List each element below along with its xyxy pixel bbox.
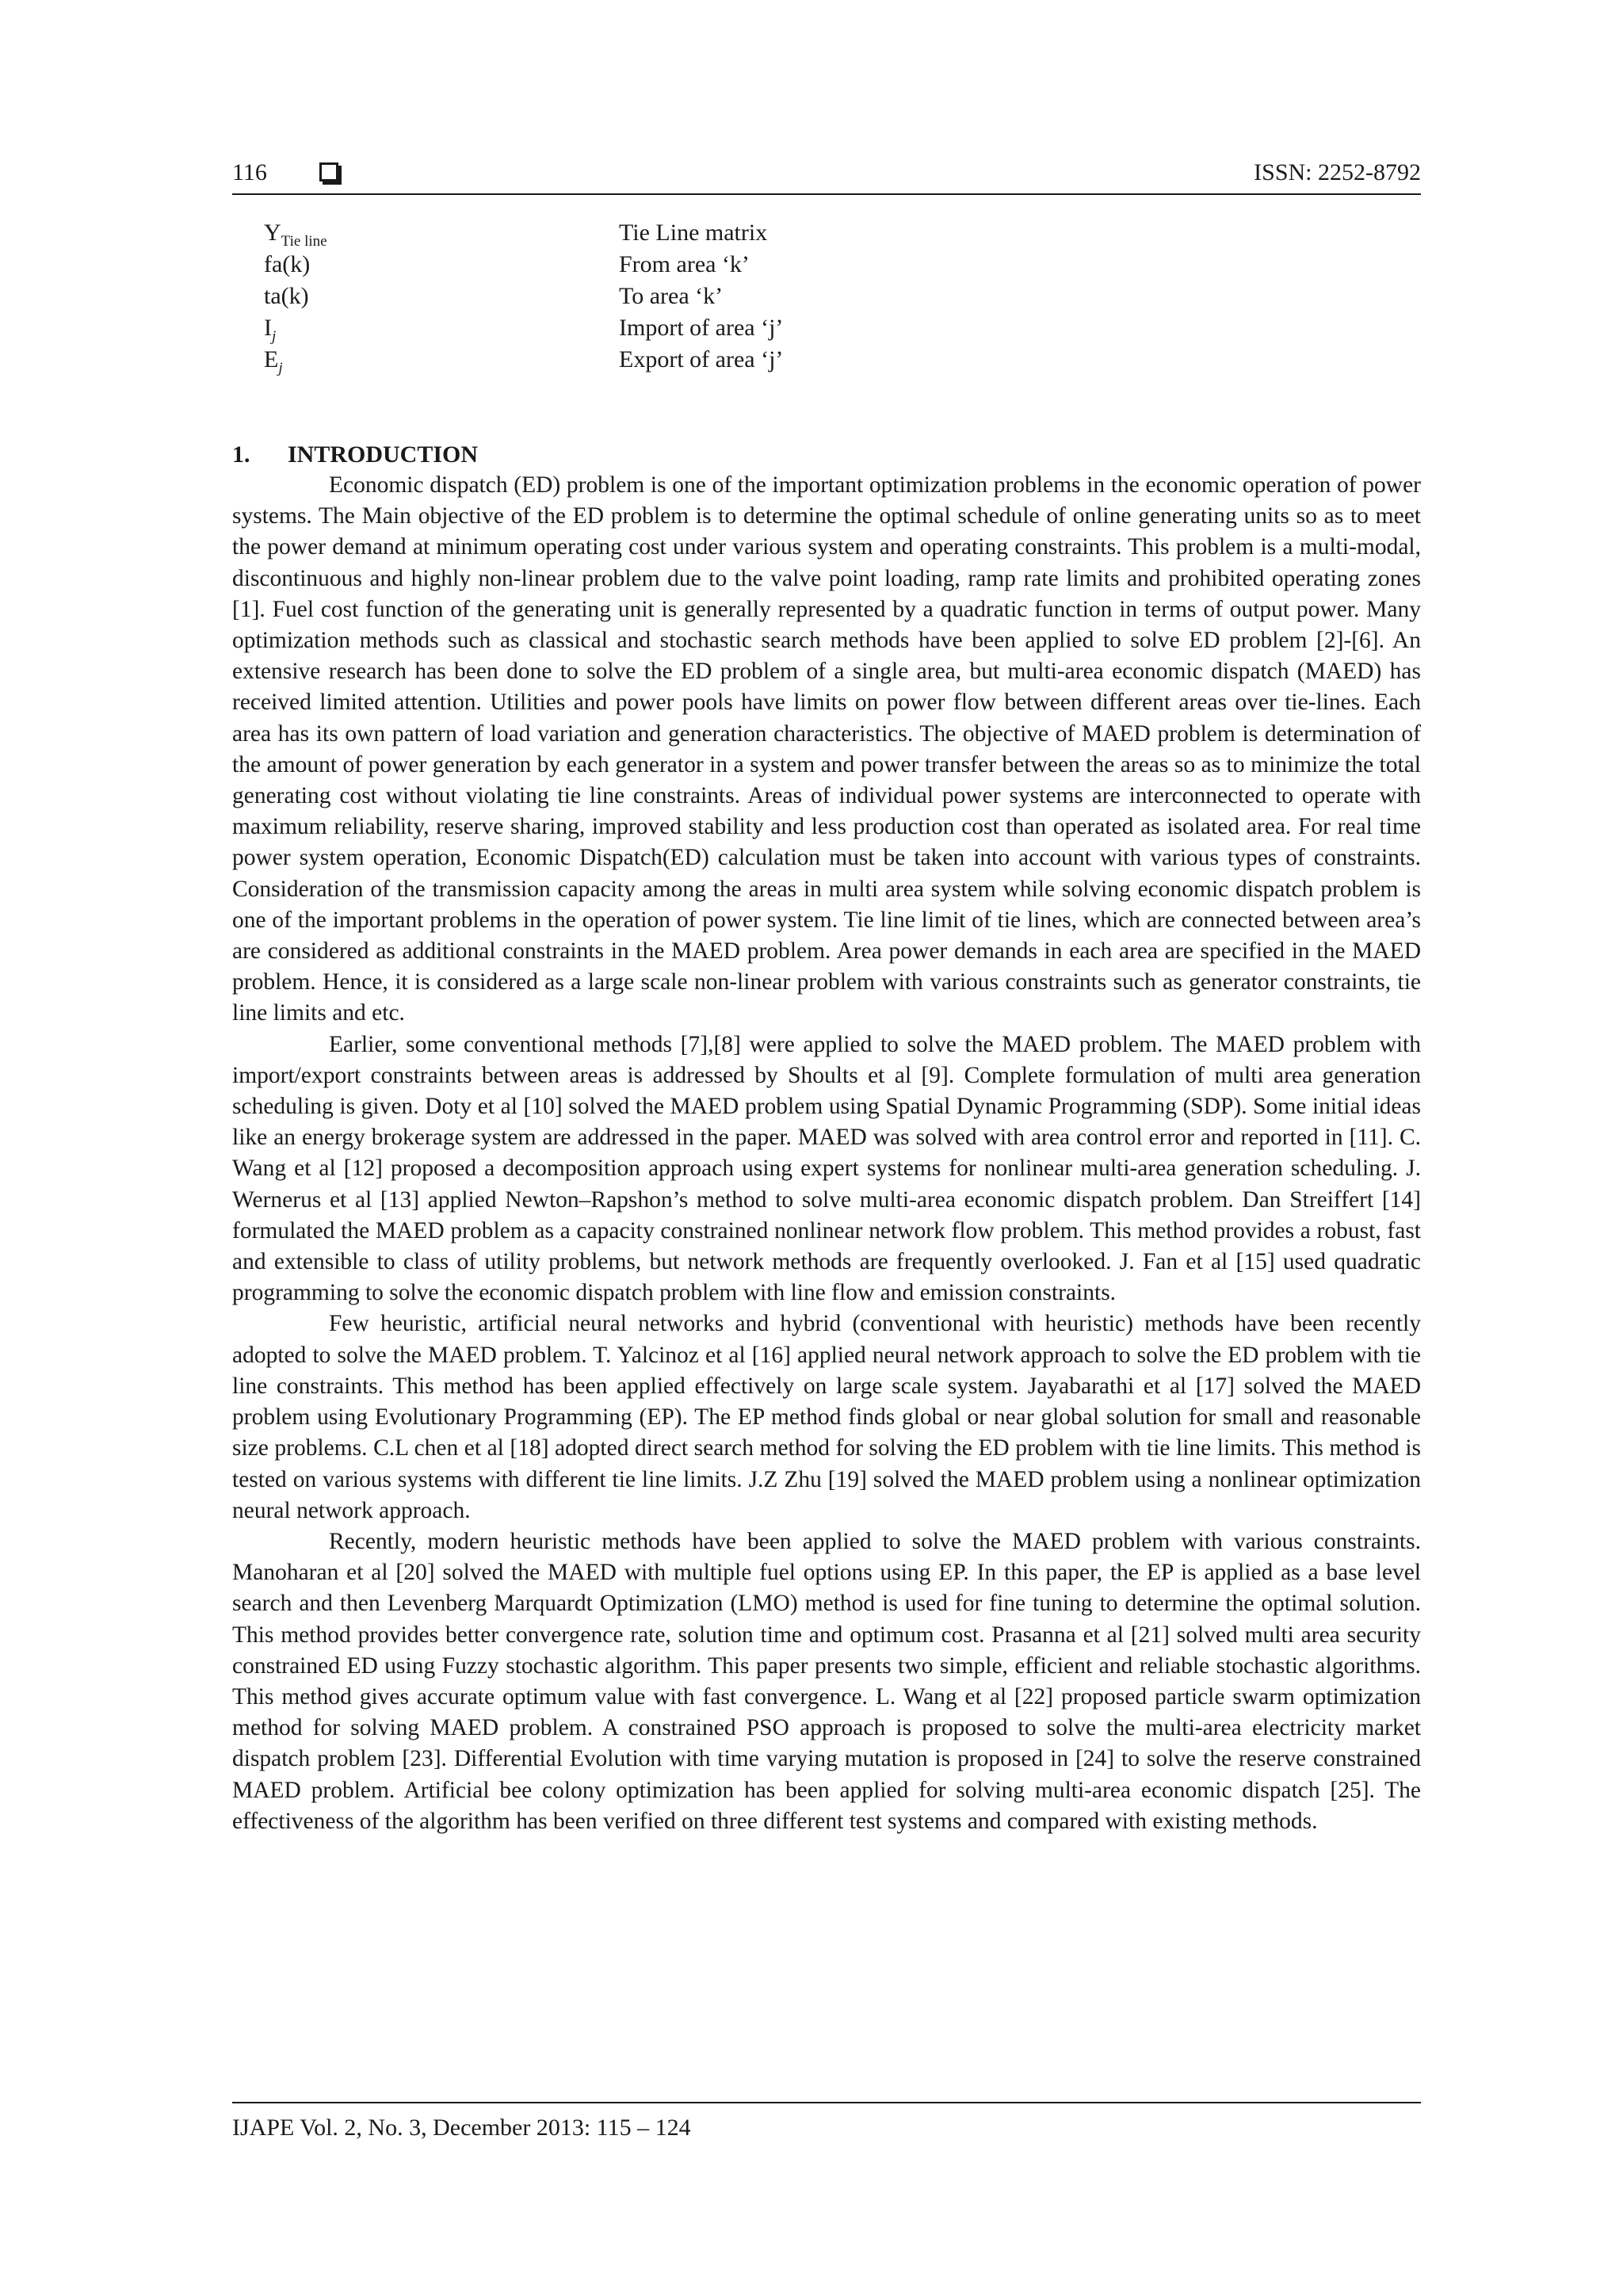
issn-label: ISSN: 2252-8792 xyxy=(1254,159,1421,185)
paragraph: Earlier, some conventional methods [7],[8] were applied to solve the MAED problem. The MAED problem with import/export constraints between areas is addressed by Shoults et al [9]. Complete formulation of multi area generation scheduling is given. Doty et al [10] solved the MAED problem using Spatial Dynamic Programming (SDP). Some initial ideas like an energy brokerage system are addressed in the paper. MAED was solved with area control error and reported in [11]. C. Wang et al [12] proposed a decomposition approach using expert systems for nonlinear multi-area generation scheduling. J. Wernerus et al [13] applied Newton–Rapshon’s method to solve multi-area economic dispatch problem. Dan Streiffert [14] formulated the MAED problem as a capacity constrained nonlinear network flow problem. This method provides a robust, fast and extensible to class of utility problems, but network methods are frequently overlooked. J. Fan et al [15] used quadratic programming to solve the economic dispatch problem with line flow and emission constraints. xyxy=(232,1031,1421,1306)
nomenclature-row xyxy=(264,312,1373,344)
nomenclature-row xyxy=(264,249,1373,281)
section-number: 1. xyxy=(232,441,250,468)
paragraph: Few heuristic, artificial neural networks and hybrid (conventional with heuristic) methods have been recently adopted to solve the MAED problem. T. Yalcinoz et al [16] applied neural network approach to solve the ED problem with tie line constraints. This method has been applied effectively on large scale system. Jayabarathi et al [17] solved the MAED problem using Evolutionary Programming (EP). The EP method finds global or near global solution for small and reasonable size problems. C.L chen et al [18] adopted direct search method for solving the ED problem with tie line limits. This method is tested on various systems with different tie line limits. J.Z Zhu [19] solved the MAED problem using a nonlinear optimization neural network approach. xyxy=(232,1311,1421,1523)
nomenclature-definition: From area ‘k’ xyxy=(619,251,750,277)
nomenclature-row xyxy=(264,281,1373,312)
nomenclature-definition: Export of area ‘j’ xyxy=(619,346,784,372)
nomenclature-definition: To area ‘k’ xyxy=(619,283,724,309)
section-body xyxy=(232,470,1421,1837)
nomenclature-symbol: fa(k) xyxy=(264,251,311,277)
section-title: INTRODUCTION xyxy=(288,441,479,468)
nomenclature-symbol: $E_j$ xyxy=(264,346,283,376)
nomenclature-definition: Tie Line matrix xyxy=(619,220,768,246)
page-number: 116 xyxy=(232,159,267,185)
box-bullet-icon xyxy=(319,162,338,181)
nomenclature-symbol: $I_j$ xyxy=(264,315,277,345)
nomenclature-symbol: $Y_{Tie line}$ xyxy=(264,220,327,250)
section-heading xyxy=(232,439,1421,471)
nomenclature-list xyxy=(264,217,1373,376)
header-rule xyxy=(232,193,1421,195)
paragraph: Recently, modern heuristic methods have been applied to solve the MAED problem with various constraints. Manoharan et al [20] solved the MAED with multiple fuel options using EP. In this paper, the EP is applied as a base level search and then Levenberg Marquardt Optimization (LMO) method is used for fine tuning to determine the optimal solution. This method provides better convergence rate, solution time and optimum cost. Prasanna et al [21] solved multi area security constrained ED using Fuzzy stochastic algorithm. This paper presents two simple, efficient and reliable stochastic algorithms. This method gives accurate optimum value with fast convergence. L. Wang et al [22] proposed particle swarm optimization method for solving MAED problem. A constrained PSO approach is proposed to solve the multi-area electricity market dispatch problem [23]. Differential Evolution with time varying mutation is proposed in [24] to solve the reserve constrained MAED problem. Artificial bee colony optimization has been applied for solving multi-area economic dispatch [25]. The effectiveness of the algorithm has been verified on three different test systems and compared with existing methods. xyxy=(232,1528,1421,1834)
paragraph: Economic dispatch (ED) problem is one of the important optimization problems in the economic operation of power systems. The Main objective of the ED problem is to determine the optimal schedule of online generating units so as to meet the power demand at minimum operating cost under various system and operating constraints. This problem is a multi-modal, discontinuous and highly non-linear problem due to the valve point loading, ramp rate limits and prohibited operating zones [1]. Fuel cost function of the generating unit is generally represented by a quadratic function in terms of output power. Many optimization methods such as classical and stochastic search methods have been applied to solve ED problem [2]-[6]. An extensive research has been done to solve the ED problem of a single area, but multi-area economic dispatch (MAED) has received limited attention. Utilities and power pools have limits on power flow between different areas over tie-lines. Each area has its own pattern of load variation and generation characteristics. The objective of MAED problem is determination of the amount of power generation by each generator in a system and power transfer between the areas so as to minimize the total generating cost without violating tie line constraints. Areas of individual power systems are interconnected to operate with maximum reliability, reserve sharing, improved stability and less production cost than operated as isolated area. For real time power system operation, Economic Dispatch(ED) calculation must be taken into account with various types of constraints. Consideration of the transmission capacity among the areas in multi area system while solving economic dispatch problem is one of the important problems in the operation of power system. Tie line limit of tie lines, which are connected between area’s are considered as additional constraints in the MAED problem. Area power demands in each area are specified in the MAED problem. Hence, it is considered as a large scale non-linear problem with various constraints such as generator constraints, tie line limits and etc. xyxy=(232,472,1421,1026)
nomenclature-row xyxy=(264,344,1373,376)
nomenclature-symbol: ta(k) xyxy=(264,283,309,309)
page-header xyxy=(232,151,1421,195)
footer-citation: IJAPE Vol. 2, No. 3, December 2013: 115 – 124 xyxy=(232,2115,691,2141)
nomenclature-definition: Import of area ‘j’ xyxy=(619,315,784,341)
nomenclature-row xyxy=(264,217,1373,249)
footer-rule xyxy=(232,2102,1421,2103)
